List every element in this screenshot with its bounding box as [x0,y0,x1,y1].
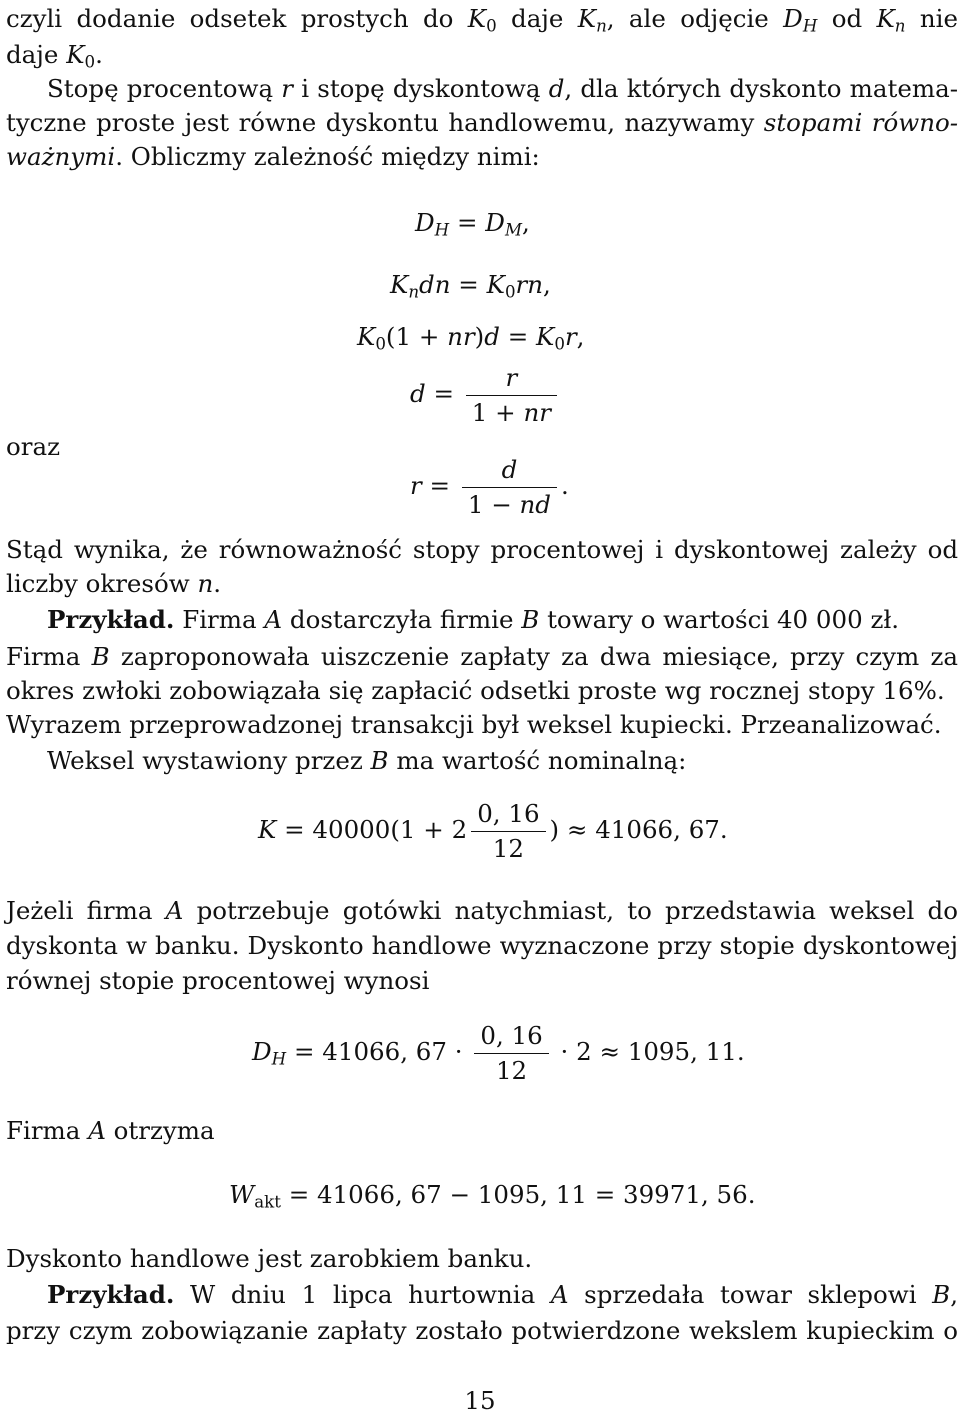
equation-r-formula: r = $\frac{d}{1 - nd}$ . [410,455,569,519]
equation-dh-dm: DH = DM, [415,208,530,240]
example-heading: Przykład. [47,605,175,634]
math-sub: H [802,16,818,36]
text-line: Weksel wystawiony przez B ma wartość nominalną: [47,746,687,775]
text-line: przy czym zobowiązanie zapłaty zostało potwierdzone wekslem kupieckim o [6,1316,958,1345]
math-sub: 0 [84,52,96,72]
text-span: tyczne proste jest równe dyskontu handlowemu, nazywamy [6,108,764,137]
fraction: $\frac{r}{1 + nr}$ [466,364,557,427]
text-line: okres zwłoki zobowiązała się zapłacić odsetki proste wg rocznej stopy 16%. [6,676,945,705]
text-line [6,40,958,78]
text-line: równej stopie procentowej wynosi [6,966,430,995]
equation-k-value: K = 40000(1 + 2 $\frac{0, 16}{12}$ ) ≈ 41066, 67. [258,799,728,863]
page-number: 15 [464,1386,496,1415]
text-span: od [817,4,877,33]
fraction: $\frac{0, 16}{12}$ [471,800,545,863]
text-span: . [95,40,103,69]
math-var: K [876,4,895,33]
text-line: Firma B zaproponowała uiszczenie zapłaty za dwa miesiące, przy czym za [6,642,958,671]
text-line [6,4,958,42]
equation-k0-expansion: $K_0(1 + nr)d = K_0r$, [357,322,585,354]
text-line [47,74,958,104]
text-span: daje [496,4,578,33]
math-sub: 0 [486,16,497,36]
math-var: D [783,4,803,33]
equation-d-formula: d = $\frac{r}{1 + nr}$ [410,364,561,427]
emphasis-text: ważnymi [6,142,116,171]
text-line: Przykład. Firma A dostarczyła firmie B towary o wartości 40 000 zł. [47,605,900,634]
equation-kn-dn: Kndn = $K_0rn$, [390,270,551,302]
example-heading: Przykład. [47,1280,175,1309]
text-line: Wyrazem przeprowadzonej transakcji był weksel kupiecki. Przeanalizować. [6,710,942,739]
text-span: daje [6,40,67,69]
math-var: K [66,40,85,69]
text-span: nie [905,4,958,33]
text-span: i stopę dyskontową [293,74,549,103]
math-var: K [577,4,597,33]
text-line: liczby okresów n. [6,569,222,598]
text-span: . Obliczmy zależność między nimi: [115,142,540,171]
text-firma-otrzyma: Firma A otrzyma [6,1116,215,1145]
text-span: czyli dodanie odsetek prostych do [6,4,468,33]
emphasis-text: stopami równo- [763,108,959,137]
text-line: Stąd wynika, że równoważność stopy procentowej i dyskontowej zależy od [6,535,958,564]
text-line: Jeżeli firma A potrzebuje gotówki natychmiast, to przedstawia weksel do [6,896,958,925]
text-span: , dla których dyskonto matema- [564,74,958,103]
label-oraz: oraz [6,432,60,461]
equation-dh-value: DH = 41066, 67 · $\frac{0, 16}{12}$ · 2 ≈ 1095, 11. [252,1021,745,1085]
math-var: r [281,74,294,103]
math-var: K [467,4,487,33]
text-line: dyskonta w banku. Dyskonto handlowe wyznaczone przy stopie dyskontowej [6,931,958,960]
fraction: $\frac{d}{1 - nd}$ [462,456,557,519]
math-var: d [548,74,565,103]
text-span: , ale odjęcie [606,4,784,33]
text-line [6,142,958,172]
math-sub: n [596,16,607,36]
text-line [6,108,958,138]
math-sub: n [894,16,906,36]
text-line: Przykład. W dniu 1 lipca hurtownia A sprzedała towar sklepowi B, [47,1280,958,1309]
fraction: $\frac{0, 16}{12}$ [474,1022,548,1085]
text-line: Dyskonto handlowe jest zarobkiem banku. [6,1244,533,1273]
equation-wakt: $W_{akt} = 41066$, 67 − 1095, 11 = 39971, 56. [229,1180,756,1212]
text-span: Stopę procentową [47,74,282,103]
